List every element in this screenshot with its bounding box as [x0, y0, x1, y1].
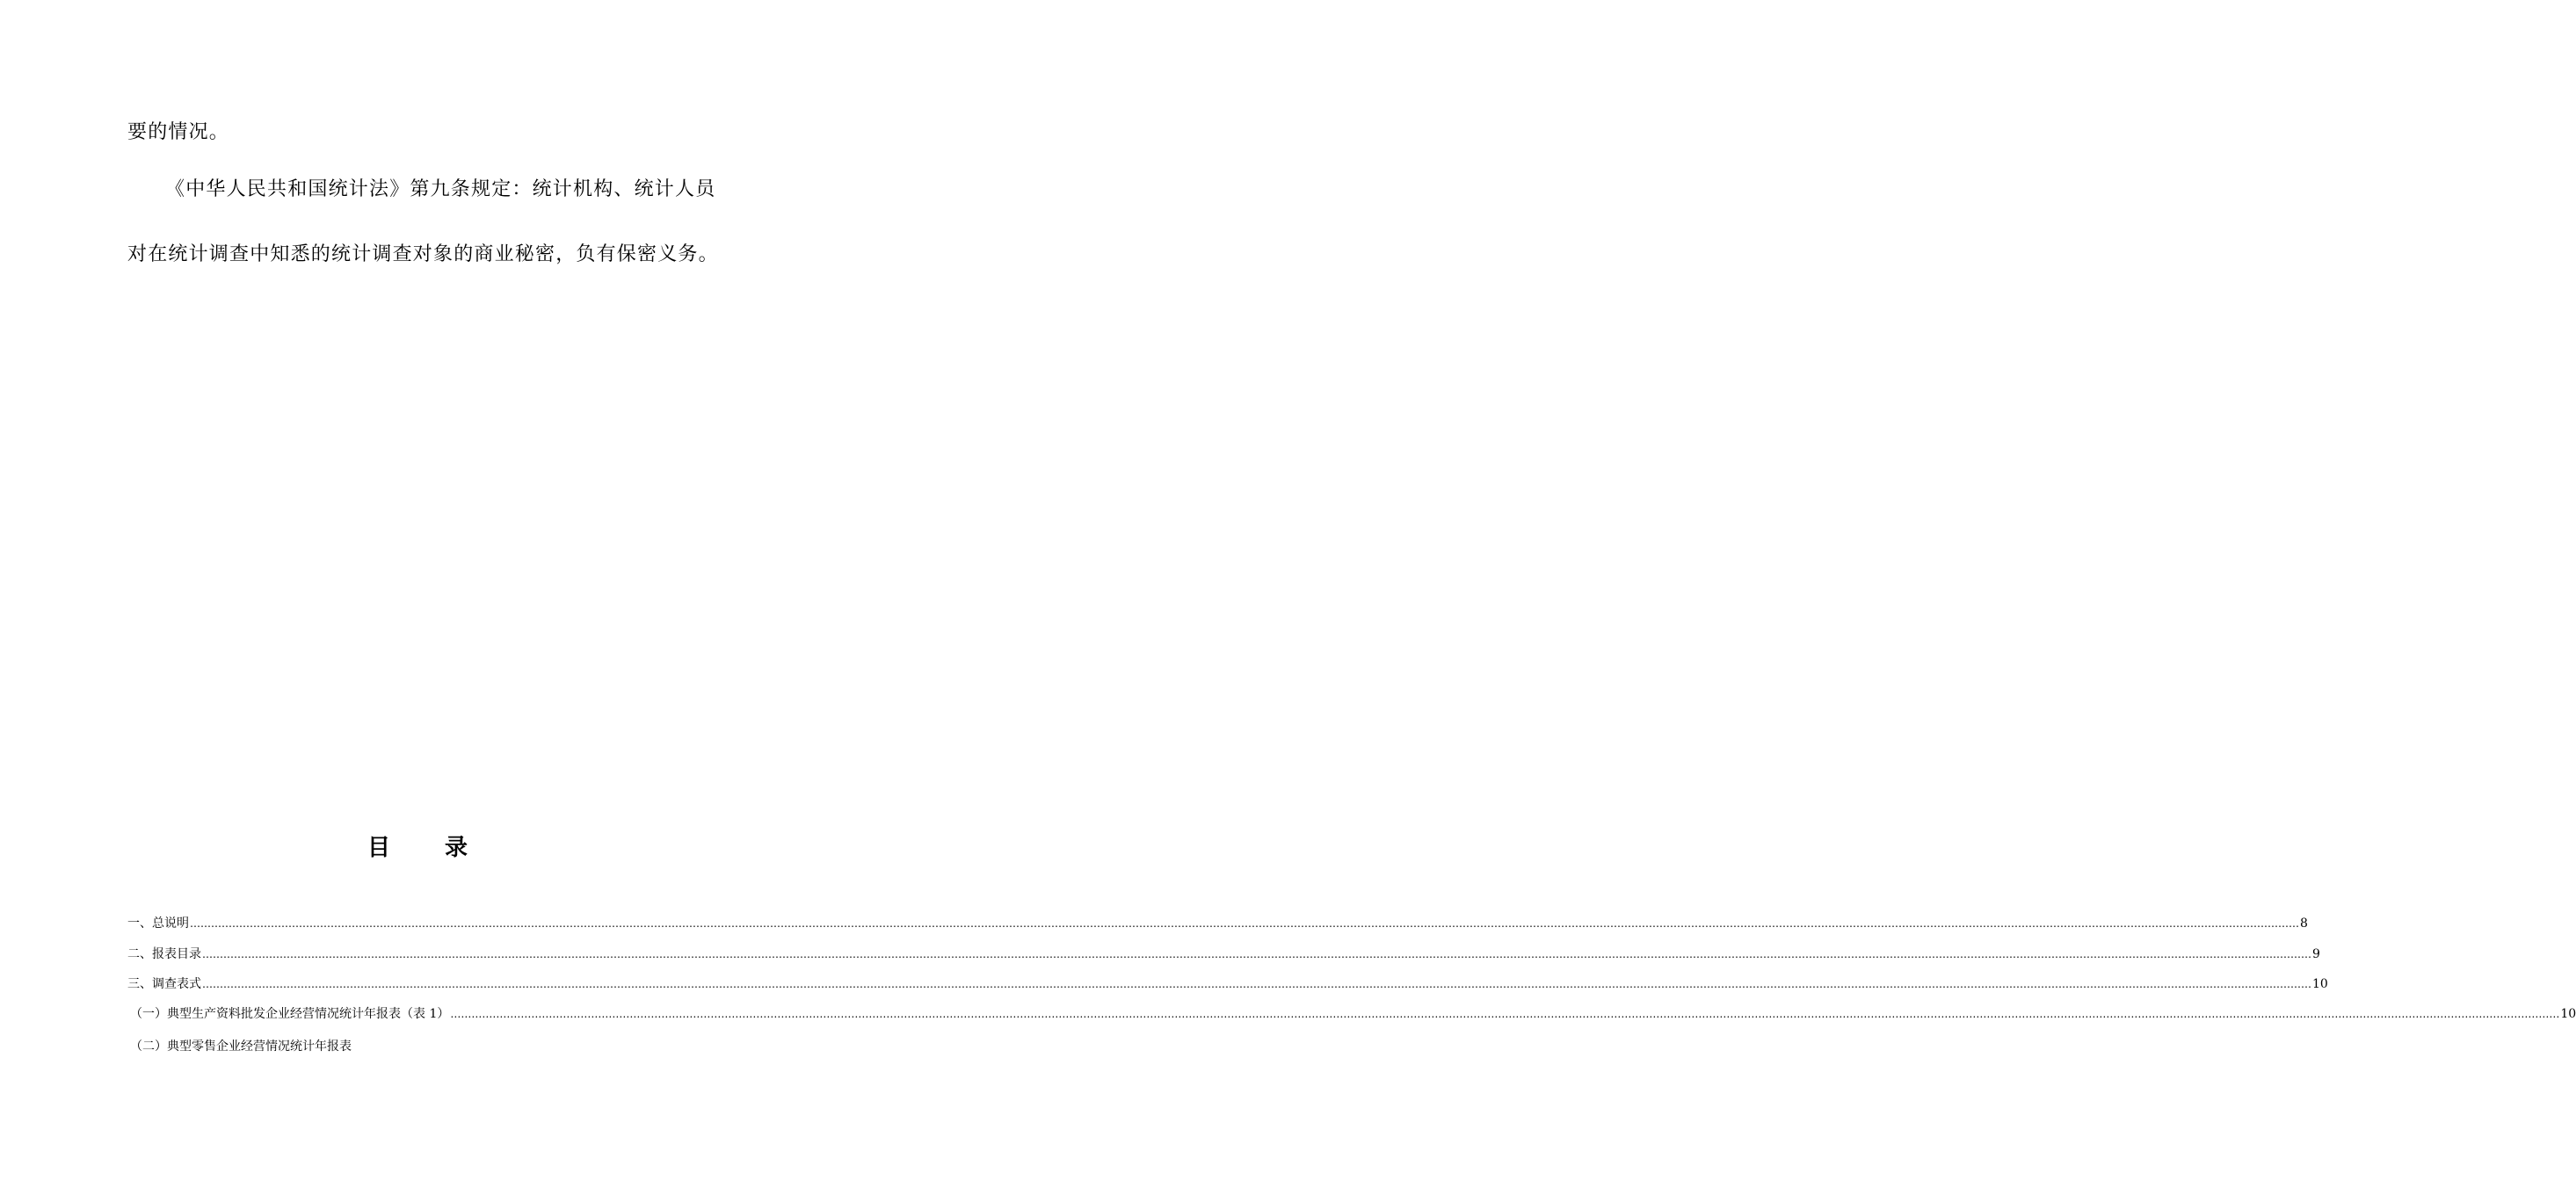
- toc-entry-page: 8: [2300, 917, 2308, 931]
- toc-entry[interactable]: [127, 975, 2328, 993]
- toc-leader-dots: ……………………………………………………………………………………………………………………………………………………………………………………………………………………………………………………………………………………………………………………………………………………………………………………………………………………………………………………………………………………………………………………………………………………: [450, 1008, 2560, 1020]
- toc-entry[interactable]: [130, 1038, 352, 1055]
- toc-entry[interactable]: [130, 1005, 2576, 1023]
- toc-leader-dots: ……………………………………………………………………………………………………………………………………………………………………………………………………………………………………………………………………………………………………………………………………………………………………………………………………………………………………………………………………………………………………………………………………………………: [202, 948, 2311, 960]
- toc-entry[interactable]: [127, 915, 2308, 932]
- toc-entry-page: 10: [2312, 977, 2328, 991]
- toc-entry-label: （一）典型生产资料批发企业经营情况统计年报表（表 1）: [130, 1007, 450, 1021]
- toc-entry[interactable]: [127, 946, 2320, 963]
- toc-heading-char: 录: [445, 835, 468, 861]
- toc-entry-page: 10: [2560, 1007, 2576, 1021]
- toc-entry-page: 9: [2312, 947, 2320, 961]
- toc-entry-label: （二）典型零售企业经营情况统计年报表: [130, 1040, 352, 1054]
- toc-heading-char: 目: [366, 835, 390, 861]
- toc-entry-label: 三、调查表式: [127, 977, 201, 991]
- toc-entry-label: 二、报表目录: [127, 947, 201, 961]
- toc-heading: [0, 833, 835, 863]
- toc-leader-dots: ……………………………………………………………………………………………………………………………………………………………………………………………………………………………………………………………………………………………………………………………………………………………………………………………………………………………………………………………………………………………………………………………………………………: [190, 917, 2299, 930]
- toc-entry-label: 一、总说明: [127, 917, 189, 931]
- body-paragraph-line: 要的情况。: [127, 121, 230, 143]
- toc-leader-dots: ……………………………………………………………………………………………………………………………………………………………………………………………………………………………………………………………………………………………………………………………………………………………………………………………………………………………………………………………………………………………………………………………………………………: [202, 978, 2311, 990]
- body-paragraph-line: 《中华人民共和国统计法》第九条规定：统计机构、统计人员: [165, 178, 716, 200]
- body-paragraph-line: 对在统计调查中知悉的统计调查对象的商业秘密，负有保密义务。: [127, 243, 719, 265]
